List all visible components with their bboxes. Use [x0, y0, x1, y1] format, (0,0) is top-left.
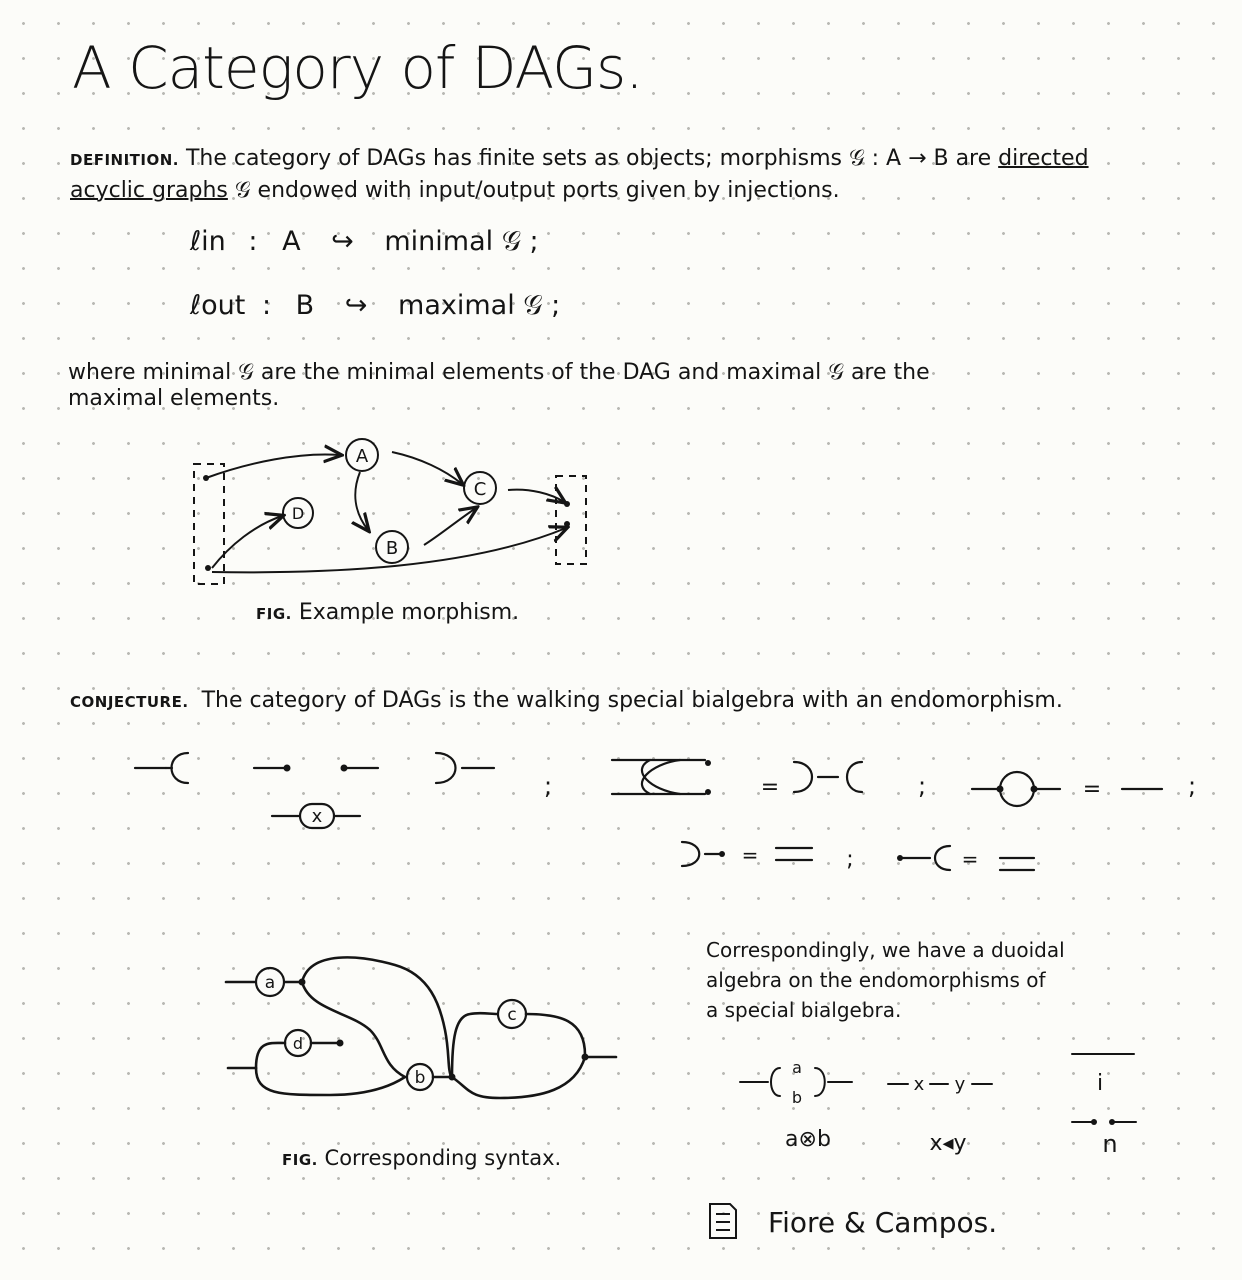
node-label-b: B: [385, 538, 399, 559]
semicolon: ;: [917, 772, 927, 800]
definition-label: DEFINITION.: [70, 151, 179, 169]
semicolon: ;: [543, 772, 553, 800]
node-label-d: D: [291, 504, 305, 523]
in-map-arrow: ↪: [331, 226, 354, 257]
equals-sign: =: [741, 843, 759, 867]
citation-text: Fiore & Campos.: [768, 1206, 998, 1239]
conjecture-label: CONJECTURE.: [70, 693, 189, 711]
node-label-b: b: [414, 1068, 426, 1088]
duoidal-line-2: algebra on the endomorphisms of: [706, 968, 1046, 992]
semicolon: ;: [846, 847, 854, 872]
tensor-b: b: [791, 1088, 803, 1107]
semicolon: ;: [1187, 772, 1197, 800]
equals-sign: =: [961, 847, 979, 871]
definition-emph-acyclic: acyclic graphs: [70, 178, 228, 203]
equals-sign: =: [760, 775, 780, 800]
equals-sign: =: [1082, 777, 1102, 802]
definition-emph-directed: directed: [998, 146, 1089, 171]
node-label-d: d: [292, 1034, 304, 1053]
seq-y: y: [954, 1074, 966, 1095]
figure1-caption-text: Example morphism.: [298, 600, 520, 625]
out-map-arrow: ↪: [344, 290, 368, 321]
node-label-a: A: [355, 446, 369, 467]
tensor-a: a: [792, 1058, 802, 1077]
seq-label: x◂y: [929, 1131, 967, 1156]
definition-text-1: The category of DAGs has finite sets as objects; morphisms 𝒢 : A → B are: [185, 146, 992, 171]
unit-i-label: i: [1096, 1071, 1104, 1096]
seq-x: x: [913, 1074, 925, 1095]
figure2-caption-text: Corresponding syntax.: [324, 1146, 562, 1170]
in-map-colon: :: [248, 226, 258, 257]
tensor-label: a⊗b: [785, 1127, 831, 1152]
out-map-domain: B: [295, 290, 315, 321]
figure1-caption-label: FIG.: [256, 605, 292, 623]
duoidal-line-3: a special bialgebra.: [706, 998, 902, 1022]
node-label-a: a: [264, 973, 276, 993]
in-map-codomain: minimal 𝒢 ;: [384, 226, 539, 257]
node-label-c: C: [473, 479, 487, 500]
out-map-codomain: maximal 𝒢 ;: [398, 290, 561, 321]
endo-label: x: [311, 806, 323, 827]
unit-n-label: n: [1102, 1130, 1118, 1158]
where-line-2: maximal elements.: [68, 386, 280, 411]
out-map-symbol: ℓout: [190, 290, 246, 321]
definition-text-2: 𝒢 endowed with input/output ports given by injections.: [234, 178, 840, 203]
node-label-c: c: [507, 1005, 517, 1025]
figure2-caption-label: FIG.: [282, 1151, 318, 1169]
where-line-1: where minimal 𝒢 are the minimal elements of the DAG and maximal 𝒢 are the: [68, 360, 930, 385]
page-title: A Category of DAGs.: [72, 34, 643, 102]
duoidal-line-1: Correspondingly, we have a duoidal: [706, 938, 1065, 962]
out-map-colon: :: [261, 290, 272, 321]
conjecture-text: The category of DAGs is the walking special bialgebra with an endomorphism.: [201, 688, 1063, 713]
in-map-domain: A: [282, 226, 301, 257]
in-map-symbol: ℓin: [190, 226, 226, 257]
